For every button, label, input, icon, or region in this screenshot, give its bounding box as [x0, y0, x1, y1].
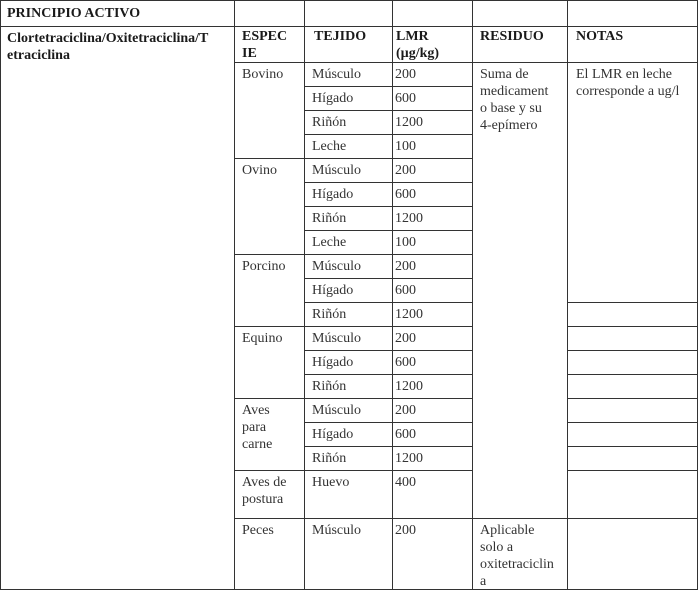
species-cell: Bovino: [242, 67, 284, 82]
table-rule: [304, 182, 472, 183]
table-rule: [304, 134, 472, 135]
table-rule: [304, 350, 472, 351]
table-rule: [567, 518, 697, 519]
table-rule: [304, 206, 472, 207]
active-ingredient-name: Clortetraciclina/Oxitetraciclina/T etraciclina: [7, 31, 209, 63]
residue-main: Suma de medicament o base y su 4-epímero: [480, 67, 549, 133]
table-rule: [234, 158, 304, 159]
species-cell: Porcino: [242, 259, 286, 274]
table-rule: [567, 470, 697, 471]
lmr-cell: 200: [395, 163, 416, 178]
table-rule: [472, 518, 567, 519]
table-rule: [567, 302, 697, 303]
table-rule: [567, 374, 697, 375]
table-rule: [304, 398, 472, 399]
lmr-cell: 1200: [395, 211, 423, 226]
residue-fish: Aplicable solo a oxitetraciclin a: [480, 523, 554, 589]
tissue-cell: Leche: [312, 139, 347, 154]
tissue-cell: Músculo: [312, 67, 361, 82]
table-rule: [234, 518, 304, 519]
table-rule: [567, 422, 697, 423]
lmr-cell: 600: [395, 283, 416, 298]
lmr-cell: 600: [395, 427, 416, 442]
tissue-cell: Músculo: [312, 163, 361, 178]
tissue-cell: Riñón: [312, 379, 347, 394]
lmr-cell: 600: [395, 187, 416, 202]
tissue-cell: Riñón: [312, 211, 347, 226]
table-rule: [304, 278, 472, 279]
table-rule: [567, 350, 697, 351]
table-rule: [304, 422, 472, 423]
species-cell: Equino: [242, 331, 283, 346]
tissue-cell: Músculo: [312, 331, 361, 346]
lmr-cell: 1200: [395, 115, 423, 130]
table-rule: [304, 470, 472, 471]
table-rule: [304, 86, 472, 87]
note-milk-unit: El LMR en leche corresponde a ug/l: [576, 67, 680, 99]
tissue-cell: Músculo: [312, 259, 361, 274]
species-cell: Peces: [242, 523, 274, 538]
lmr-cell: 100: [395, 235, 416, 250]
lmr-cell: 200: [395, 67, 416, 82]
species-cell: Ovino: [242, 163, 277, 178]
table-rule: [304, 374, 472, 375]
lmr-cell: 400: [395, 475, 416, 490]
column-header-tissue: TEJIDO: [314, 29, 367, 44]
table-rule: [304, 110, 472, 111]
tissue-cell: Hígado: [312, 427, 354, 442]
tissue-cell: Leche: [312, 235, 347, 250]
table-rule: [0, 0, 1, 590]
table-rule: [304, 0, 305, 590]
table-rule: [234, 0, 235, 590]
header-principio-activo: PRINCIPIO ACTIVO: [7, 6, 141, 21]
species-cell: Aves de postura: [242, 475, 287, 507]
table-rule: [304, 302, 472, 303]
lmr-cell: 600: [395, 355, 416, 370]
tissue-cell: Huevo: [312, 475, 350, 490]
lmr-cell: 1200: [395, 451, 423, 466]
table-rule: [234, 254, 304, 255]
lmr-cell: 200: [395, 331, 416, 346]
lmr-cell: 200: [395, 259, 416, 274]
table-rule: [304, 230, 472, 231]
table-rule: [234, 470, 304, 471]
tissue-cell: Riñón: [312, 115, 347, 130]
species-cell: Aves para carne: [242, 403, 273, 452]
lmr-cell: 100: [395, 139, 416, 154]
table-rule: [234, 398, 304, 399]
tissue-cell: Hígado: [312, 91, 354, 106]
tissue-cell: Riñón: [312, 307, 347, 322]
column-header-lmr: LMR (µg/kg): [396, 29, 440, 61]
table-rule: [567, 398, 697, 399]
lmr-cell: 200: [395, 523, 416, 538]
tissue-cell: Hígado: [312, 355, 354, 370]
column-header-residue: RESIDUO: [480, 29, 544, 44]
table-rule: [0, 0, 698, 1]
tissue-cell: Riñón: [312, 451, 347, 466]
table-rule: [304, 326, 472, 327]
table-rule: [304, 446, 472, 447]
tissue-cell: Hígado: [312, 283, 354, 298]
lmr-cell: 1200: [395, 379, 423, 394]
lmr-cell: 600: [395, 91, 416, 106]
tissue-cell: Hígado: [312, 187, 354, 202]
table-rule: [304, 158, 472, 159]
table-rule: [304, 254, 472, 255]
tissue-cell: Músculo: [312, 403, 361, 418]
lmr-cell: 1200: [395, 307, 423, 322]
table-rule: [234, 326, 304, 327]
tissue-cell: Músculo: [312, 523, 361, 538]
table-rule: [0, 26, 698, 27]
table-rule: [567, 446, 697, 447]
column-header-species: ESPEC IE: [242, 29, 288, 61]
lmr-cell: 200: [395, 403, 416, 418]
table-rule: [304, 518, 472, 519]
column-header-notes: NOTAS: [576, 29, 624, 44]
table-rule: [567, 326, 697, 327]
